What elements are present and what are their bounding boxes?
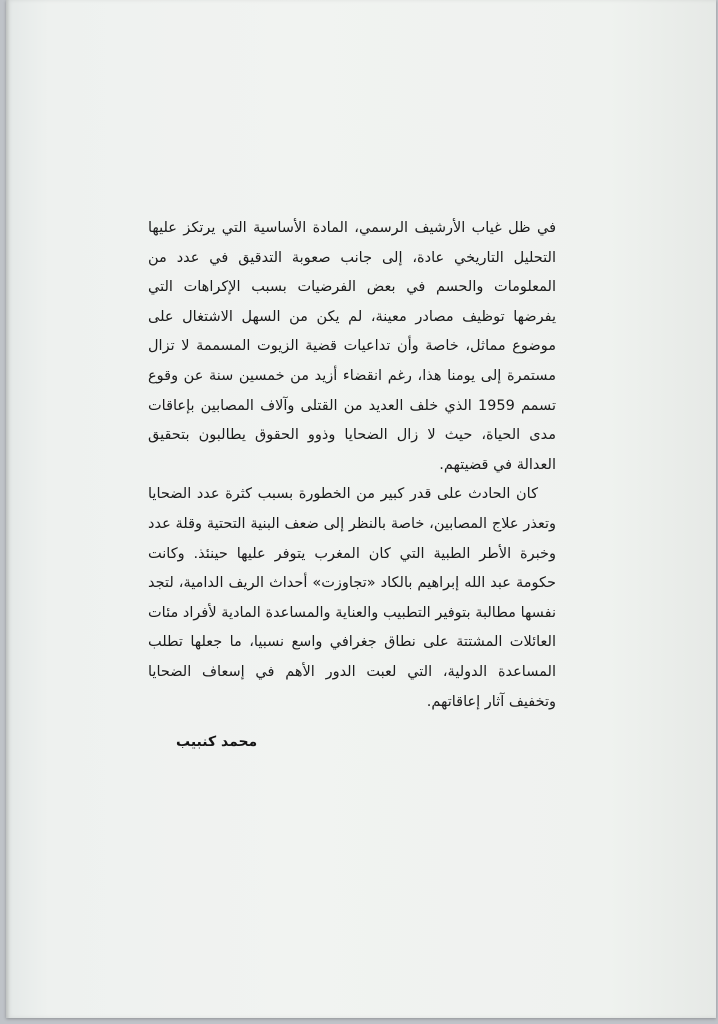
paragraph-1: في ظل غياب الأرشيف الرسمي، المادة الأساسية التي يرتكز عليها التحليل التاريخي عادة، إلى جانب صعوبة التدقيق في عدد من المعلومات والحسم في بعض الفرضيات بسبب الإكراهات التي يفرضها توظيف مصادر معينة، لم يكن من السهل الاشتغال على موضوع مماثل، خاصة وأن تداعيات قضية الزيوت المسممة لا تزال مستمرة إلى يومنا هذا، رغم انقضاء أزيد من خمسين سنة عن وقوع تسمم 1959 الذي خلف العديد من القتلى وآلاف المصابين بإعاقات مدى الحياة، حيث لا زال الضحايا وذوو الحقوق يطالبون بتحقيق العدالة في قضيتهم. — [148, 220, 556, 473]
paragraph-2: كان الحادث على قدر كبير من الخطورة بسبب كثرة عدد الضحايا وتعذر علاج المصابين، خاصة بالنظر إلى ضعف البنية التحتية وقلة عدد وخبرة الأطر الطبية التي كان المغرب يتوفر عليها حينئذ. وكانت حكومة عبد الله إبراهيم بالكاد «تجاوزت» أحداث الريف الدامية، لتجد نفسها مطالبة بتوفير التطبيب والعناية والمساعدة المادية لأفراد مئات العائلات المشتتة على نطاق جغرافي واسع نسبيا، ما جعلها تطلب المساعدة الدولية، التي لعبت الدور الأهم في إسعاف الضحايا وتخفيف آثار إعاقاتهم. — [148, 486, 556, 710]
page-binding-shadow — [6, 0, 10, 1018]
blurb-text — [148, 214, 556, 717]
author-signature: محمد كنبيب — [176, 734, 258, 750]
